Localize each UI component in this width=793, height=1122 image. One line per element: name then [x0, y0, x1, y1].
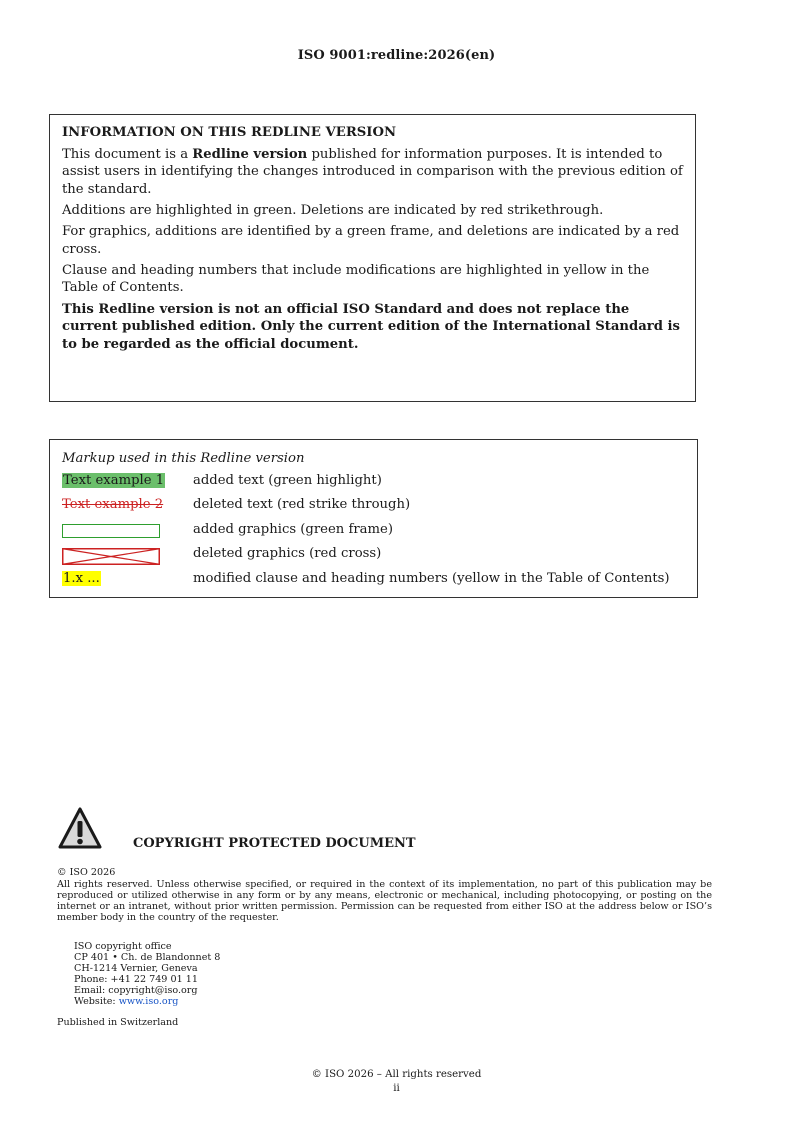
page-footer [0, 1068, 793, 1096]
info-p1-before: This document is a [62, 146, 193, 162]
markup-legend-box [49, 439, 698, 598]
legend-sample-deleted-text: Text example 2 [62, 497, 164, 512]
legend-sample-added-text: Text example 1 [63, 473, 165, 488]
address-line2: CH-1214 Vernier, Geneva [74, 962, 198, 974]
legend-sample-modified-clause: 1.x ... [63, 571, 100, 586]
page-number: ii [393, 1083, 400, 1094]
redline-info-box [49, 114, 696, 402]
markup-legend-title: Markup used in this Redline version [62, 451, 305, 466]
info-box-heading: INFORMATION ON THIS REDLINE VERSION [62, 125, 397, 140]
legend-row-deleted-graphics [62, 546, 692, 566]
copyright-title: COPYRIGHT PROTECTED DOCUMENT [133, 836, 416, 851]
info-p1-bold: Redline version [192, 146, 308, 162]
legend-row-added-text [62, 473, 692, 493]
website-link[interactable]: www.iso.org [118, 995, 179, 1007]
info-paragraph-disclaimer: This Redline version is not an official ISO Standard and does not replace the current published edition. Only the current edition of the International Standard is to be regarded as the official document. [62, 301, 680, 352]
address-office: ISO copyright office [74, 941, 172, 952]
footer-rights: © ISO 2026 – All rights reserved [311, 1069, 482, 1080]
info-p1-after: published for information purposes. It is intended to assist users in identifying the changes introduced in comparison with the previous edition of the standard. [62, 146, 683, 197]
info-paragraph-graphics: For graphics, additions are identified by a green frame, and deletions are indicated by a red cross. [62, 224, 680, 257]
address-website [74, 997, 220, 1008]
copyright-office-address [74, 942, 220, 1007]
legend-row-added-graphics [62, 522, 692, 542]
legend-row-deleted-text [62, 497, 692, 517]
info-paragraph-purpose [62, 146, 683, 199]
warning-triangle-icon [58, 806, 102, 850]
green-frame-icon [62, 524, 160, 538]
red-cross-icon [62, 548, 160, 565]
document-header-id: ISO 9001:redline:2026(en) [297, 48, 496, 63]
copyright-year: © ISO 2026 [57, 867, 116, 878]
copyright-rights-text: All rights reserved. Unless otherwise specified, or required in the context of its implementation, no part of this publication may be reproduced or utilized otherwise in any form or by any means, electronic or mechanical, including photocopying, or posting on the internet or an intranet, without prior written permission. Permission can be requested from either ISO at the address below or ISO’s member body in the country of the requester. [57, 879, 712, 923]
legend-desc-added-graphics: added graphics (green frame) [193, 522, 393, 537]
legend-desc-deleted-graphics: deleted graphics (red cross) [193, 546, 382, 561]
info-paragraph-additions: Additions are highlighted in green. Deletions are indicated by red strikethrough. [62, 202, 604, 218]
legend-desc-added-text: added text (green highlight) [193, 473, 382, 488]
published-in: Published in Switzerland [57, 1017, 179, 1028]
legend-row-modified-clause [62, 571, 692, 591]
legend-desc-modified-clause: modified clause and heading numbers (yellow in the Table of Contents) [193, 571, 670, 586]
legend-desc-deleted-text: deleted text (red strike through) [193, 497, 411, 512]
address-phone: Phone: +41 22 749 01 11 [74, 973, 198, 985]
website-label: Website: [74, 995, 119, 1007]
info-paragraph-clauses: Clause and heading numbers that include modifications are highlighted in yellow in the Table of Contents. [62, 262, 650, 296]
address-line1: CP 401 • Ch. de Blandonnet 8 [74, 951, 221, 963]
address-email: Email: copyright@iso.org [74, 984, 198, 996]
